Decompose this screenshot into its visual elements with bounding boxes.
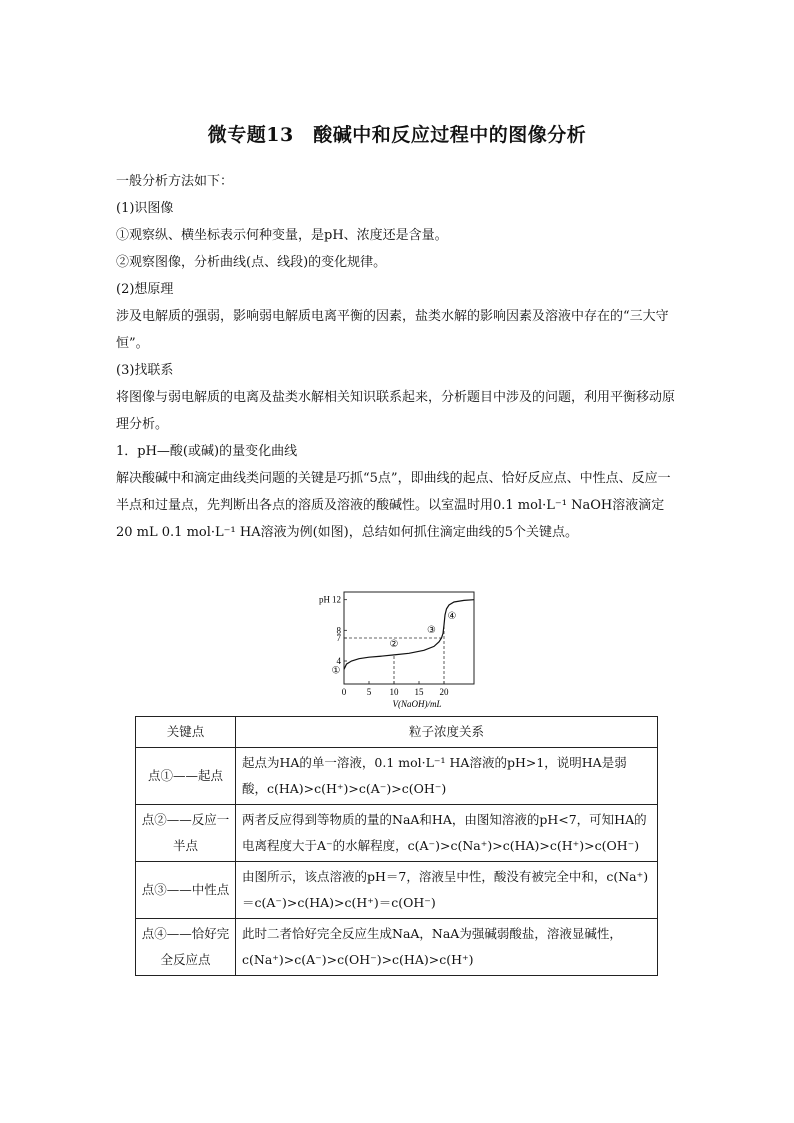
- titration-chart-svg: [312, 582, 482, 710]
- point-label-3: ③: [427, 625, 436, 636]
- x-tick-label-15: 15: [414, 687, 424, 697]
- x-tick-label-5: 5: [366, 687, 372, 697]
- page-title: 微专题13 酸碱中和反应过程中的图像分析: [207, 124, 587, 146]
- y-tick-label-12: 12: [332, 594, 341, 605]
- row3-key: 点③——中性点: [136, 862, 236, 919]
- table-header-row: [136, 717, 658, 748]
- section1-heading: 1．pH—酸(或碱)的量变化曲线: [116, 444, 298, 459]
- table-row: [136, 862, 658, 919]
- y-axis-label: pH: [319, 594, 330, 605]
- point-label-1: ①: [331, 665, 341, 677]
- x-tick-label-10: 10: [389, 687, 399, 697]
- section1-text: 解决酸碱中和滴定曲线类问题的关键是巧抓“5点”，即曲线的起点、恰好反应点、中性点、反应一半点和过量点，先判断出各点的溶质及溶液的酸碱性。以室温时用0.1 mol·L⁻¹ NaOH溶液滴定20 mL 0.1 mol·L⁻¹ HA溶液为例(如图)，总结如何抓住滴定曲线的5个关键点。: [116, 471, 671, 540]
- titration-chart: [312, 582, 482, 710]
- row2-value: 两者反应得到等物质的量的NaA和HA，由图知溶液的pH<7，可知HA的电离程度大于A⁻的水解程度，c(A⁻)>c(Na⁺)>c(HA)>c(H⁺)>c(OH⁻): [236, 805, 658, 862]
- point-label-2: ②: [389, 638, 399, 650]
- step1-heading: (1)识图像: [116, 201, 174, 216]
- step3-heading: (3)找联系: [116, 363, 174, 378]
- row4-key: 点④——恰好完全反应点: [136, 919, 236, 976]
- row4-value: 此时二者恰好完全反应生成NaA，NaA为强碱弱酸盐，溶液显碱性，c(Na⁺)>c(A⁻)>c(OH⁻)>c(HA)>c(H⁺): [236, 919, 658, 976]
- row2-key: 点②——反应一半点: [136, 805, 236, 862]
- x-axis-label: V(NaOH)/mL: [392, 699, 442, 709]
- step1-line1: ①观察纵、横坐标表示何种变量，是pH、浓度还是含量。: [116, 228, 448, 243]
- row3-value: 由图所示，该点溶液的pH＝7，溶液呈中性，酸没有被完全中和，c(Na⁺)＝c(A⁻)>c(HA)>c(H⁺)＝c(OH⁻): [236, 862, 658, 919]
- intro-text: 一般分析方法如下：: [116, 174, 234, 189]
- document-body: [116, 168, 678, 546]
- x-tick-label-0: 0: [341, 687, 347, 697]
- row1-value: 起点为HA的单一溶液，0.1 mol·L⁻¹ HA溶液的pH>1，说明HA是弱酸，c(HA)>c(H⁺)>c(A⁻)>c(OH⁻): [236, 748, 658, 805]
- row1-key: 点①——起点: [136, 748, 236, 805]
- step2-text: 涉及电解质的强弱，影响弱电解质电离平衡的因素，盐类水解的影响因素及溶液中存在的“三大守恒”。: [116, 309, 669, 351]
- table-row: [136, 805, 658, 862]
- table-row: [136, 748, 658, 805]
- header-key-point: 关键点: [136, 717, 236, 748]
- step3-text: 将图像与弱电解质的电离及盐类水解相关知识联系起来，分析题目中涉及的问题，利用平衡移动原理分析。: [116, 390, 676, 432]
- y-tick-label-7: 7: [336, 633, 341, 643]
- key-points-table: [135, 716, 658, 976]
- y-tick-label-4: 4: [336, 656, 341, 666]
- step1-line2: ②观察图像，分析曲线(点、线段)的变化规律。: [116, 255, 387, 270]
- step2-heading: (2)想原理: [116, 282, 174, 297]
- x-tick-label-20: 20: [439, 687, 449, 697]
- table-row: [136, 919, 658, 976]
- y-tick-label-8: 8: [336, 625, 341, 636]
- header-relation: 粒子浓度关系: [236, 717, 658, 748]
- point-label-4: ④: [447, 610, 457, 622]
